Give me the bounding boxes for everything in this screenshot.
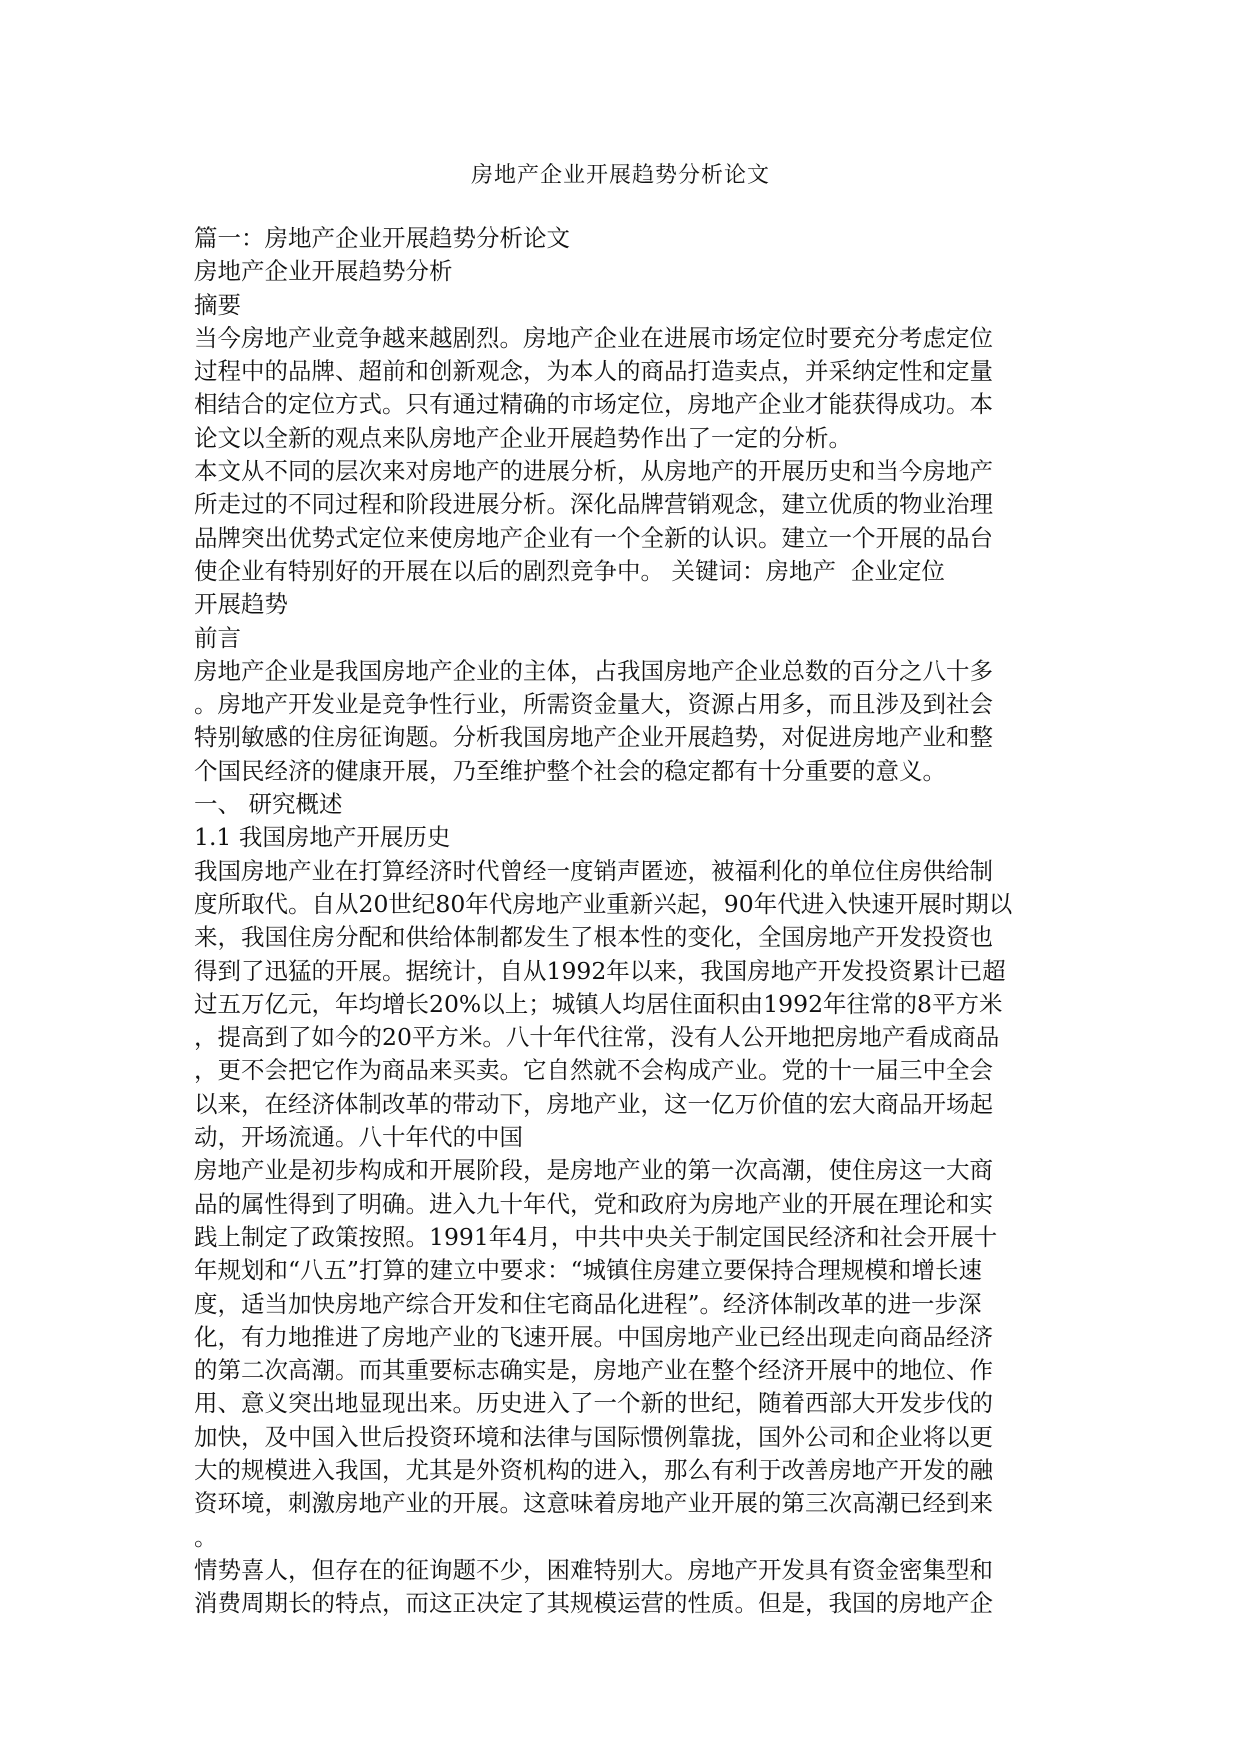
text-line: 践上制定了政策按照。1991年4月，中共中央关于制定国民经济和社会开展十	[194, 1222, 998, 1251]
text-line: 过程中的品牌、超前和创新观念，为本人的商品打造卖点，并采纳定性和定量	[194, 357, 993, 386]
text-line: 度，适当加快房地产综合开发和住宅商品化进程”。经济体制改革的进一步深	[194, 1289, 982, 1318]
text-line: 化，有力地推进了房地产业的飞速开展。中国房地产业已经出现走向商品经济	[194, 1322, 993, 1351]
text-line: 用、意义突出地显现出来。历史进入了一个新的世纪，随着西部大开发步伐的	[194, 1389, 993, 1418]
text-line: 一、 研究概述	[194, 790, 343, 819]
text-line: 的第二次高潮。而其重要标志确实是，房地产业在整个经济开展中的地位、作	[194, 1356, 993, 1385]
text-line: 当今房地产业竞争越来越剧烈。房地产企业在进展市场定位时要充分考虑定位	[194, 323, 993, 352]
text-line: 个国民经济的健康开展，乃至维护整个社会的稳定都有十分重要的意义。	[194, 756, 946, 785]
text-line: 开展趋势	[194, 590, 288, 619]
text-line: 篇一：房地产企业开展趋势分析论文	[194, 224, 570, 252]
text-line: 动，开场流通。八十年代的中国	[194, 1123, 523, 1152]
text-line: 房地产企业是我国房地产企业的主体，占我国房地产企业总数的百分之八十多	[194, 656, 993, 685]
text-line: 。房地产开发业是竞争性行业，所需资金量大，资源占用多，而且涉及到社会	[194, 690, 993, 719]
text-line: 所走过的不同过程和阶段进展分析。深化品牌营销观念，建立优质的物业治理	[194, 490, 993, 519]
text-line: 前言	[194, 623, 241, 652]
text-line: 来，我国住房分配和供给体制都发生了根本性的变化，全国房地产开发投资也	[194, 923, 993, 952]
text-line: 相结合的定位方式。只有通过精确的市场定位，房地产企业才能获得成功。本	[194, 390, 993, 419]
text-line: 房地产企业开展趋势分析	[194, 257, 453, 286]
text-line: 得到了迅猛的开展。据统计，自从1992年以来，我国房地产开发投资累计已超	[194, 956, 1006, 985]
text-line: 资环境，刺激房地产业的开展。这意味着房地产业开展的第三次高潮已经到来	[194, 1489, 993, 1518]
text-line: 消费周期长的特点，而这正决定了其规模运营的性质。但是，我国的房地产企	[194, 1589, 993, 1618]
text-line: 使企业有特别好的开展在以后的剧烈竞争中。 关键词：房地产 企业定位	[194, 556, 945, 585]
text-line: 情势喜人，但存在的征询题不少，困难特别大。房地产开发具有资金密集型和	[194, 1555, 993, 1584]
text-line: 1.1 我国房地产开展历史	[194, 823, 451, 852]
text-line: 品的属性得到了明确。进入九十年代，党和政府为房地产业的开展在理论和实	[194, 1189, 993, 1218]
text-line: 加快，及中国入世后投资环境和法律与国际惯例靠拢，国外公司和企业将以更	[194, 1422, 993, 1451]
text-line: 特别敏感的住房征询题。分析我国房地产企业开展趋势，对促进房地产业和整	[194, 723, 993, 752]
text-line: 本文从不同的层次来对房地产的进展分析，从房地产的开展历史和当今房地产	[194, 457, 993, 486]
text-line: 品牌突出优势式定位来使房地产企业有一个全新的认识。建立一个开展的品台	[194, 523, 993, 552]
text-line: ，更不会把它作为商品来买卖。它自然就不会构成产业。党的十一届三中全会	[194, 1056, 993, 1085]
document-body	[194, 222, 1054, 1620]
text-line: 年规划和“八五”打算的建立中要求：“城镇住房建立要保持合理规模和增长速	[194, 1256, 983, 1285]
text-line: 房地产业是初步构成和开展阶段，是房地产业的第一次高潮，使住房这一大商	[194, 1156, 993, 1185]
text-line: 论文以全新的观点来队房地产企业开展趋势作出了一定的分析。	[194, 423, 852, 452]
text-line: 以来，在经济体制改革的带动下，房地产业，这一亿万价值的宏大商品开场起	[194, 1089, 993, 1118]
text-line: ，提高到了如今的20平方米。八十年代往常，没有人公开地把房地产看成商品	[194, 1023, 1000, 1052]
document-title: 房地产企业开展趋势分析论文	[470, 163, 770, 188]
text-line: 摘要	[194, 290, 241, 319]
text-line: 度所取代。自从20世纪80年代房地产业重新兴起，90年代进入快速开展时期以	[194, 889, 1013, 918]
text-line: 过五万亿元，年均增长20%以上；城镇人均居住面积由1992年往常的8平方米	[194, 989, 1003, 1018]
text-line: 大的规模进入我国，尤其是外资机构的进入，那么有利于改善房地产开发的融	[194, 1455, 993, 1484]
text-line: 我国房地产业在打算经济时代曾经一度销声匿迹，被福利化的单位住房供给制	[194, 856, 993, 885]
text-line: 。	[194, 1522, 218, 1551]
